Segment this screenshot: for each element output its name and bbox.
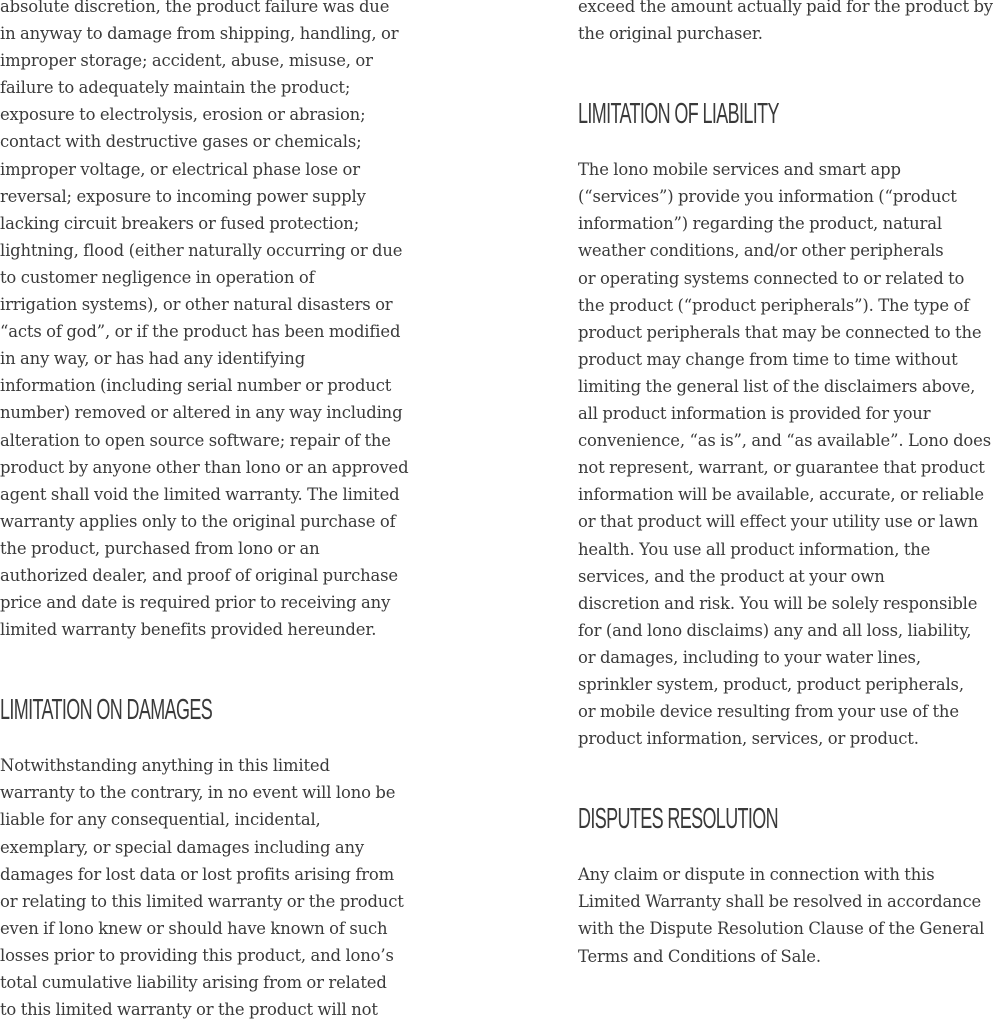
left-column	[0, 0, 425, 1023]
text-line: the product, purchased from lono or an	[0, 538, 320, 558]
text-line: number) removed or altered in any way including	[0, 403, 403, 423]
text-line: irrigation systems), or other natural disasters or	[0, 295, 393, 315]
text-line: or relating to this limited warranty or the product	[0, 891, 404, 911]
text-line: for (and lono disclaims) any and all loss, liability,	[578, 620, 972, 640]
limitation-on-damages-heading: LIMITATION ON DAMAGES	[0, 694, 213, 727]
limitation-of-liability-paragraph	[578, 156, 1005, 752]
text-line: warranty applies only to the original purchase of	[0, 511, 396, 531]
liability-cap-continuation-paragraph	[578, 0, 1005, 47]
limitation-on-damages-paragraph	[0, 752, 425, 1023]
text-line: not represent, warrant, or guarantee that product	[578, 458, 985, 478]
text-line: exposure to electrolysis, erosion or abrasion;	[0, 105, 366, 125]
text-line: agent shall void the limited warranty. The limited	[0, 484, 400, 504]
text-line: with the Dispute Resolution Clause of the General	[578, 919, 985, 939]
text-line: losses prior to providing this product, and lono’s	[0, 945, 394, 965]
text-line: or operating systems connected to or related to	[578, 268, 965, 288]
text-line: Notwithstanding anything in this limited	[0, 756, 330, 776]
text-line: even if lono knew or should have known of such	[0, 918, 388, 938]
text-line: failure to adequately maintain the product;	[0, 78, 351, 98]
text-line: product information, services, or product.	[578, 729, 919, 749]
text-line: health. You use all product information, the	[578, 539, 931, 559]
text-line: or mobile device resulting from your use of the	[578, 702, 959, 722]
text-line: discretion and risk. You will be solely responsible	[578, 593, 978, 613]
text-line: to this limited warranty or the product will not	[0, 1000, 378, 1020]
text-line: absolute discretion, the product failure was due	[0, 0, 390, 16]
disputes-resolution-heading: DISPUTES RESOLUTION	[578, 803, 779, 836]
text-line: reversal; exposure to incoming power supply	[0, 186, 366, 206]
text-line: contact with destructive gases or chemicals;	[0, 132, 362, 152]
text-line: the original purchaser.	[578, 24, 763, 44]
text-line: total cumulative liability arising from or related	[0, 973, 387, 992]
text-line: product may change from time to time without	[578, 349, 958, 369]
text-line: all product information is provided for your	[578, 404, 931, 424]
text-line: information (including serial number or product	[0, 376, 392, 396]
text-line: Terms and Conditions of Sale.	[578, 946, 821, 966]
disputes-resolution-paragraph	[578, 861, 1005, 969]
text-line: limited warranty benefits provided hereunder.	[0, 620, 377, 640]
text-line: sprinkler system, product, product peripherals,	[578, 674, 964, 694]
text-line: exceed the amount actually paid for the product by	[578, 0, 993, 16]
text-line: or that product will effect your utility use or lawn	[578, 512, 979, 532]
text-line: lightning, flood (either naturally occurring or due	[0, 240, 403, 260]
text-line: price and date is required prior to receiving any	[0, 593, 391, 613]
text-line: limiting the general list of the disclaimers above,	[578, 376, 976, 396]
text-line: information will be available, accurate, or reliable	[578, 485, 984, 505]
text-line: or damages, including to your water lines,	[578, 647, 921, 667]
warranty-exclusions-paragraph	[0, 0, 425, 643]
text-line: the product (“product peripherals”). The type of	[578, 295, 970, 315]
text-line: warranty to the contrary, in no event will lono be	[0, 783, 396, 803]
text-line: exemplary, or special damages including any	[0, 837, 364, 857]
text-line: liable for any consequential, incidental,	[0, 810, 321, 830]
text-line: Any claim or dispute in connection with this	[578, 865, 935, 885]
text-line: “acts of god”, or if the product has been modified	[0, 322, 401, 342]
text-line: product by anyone other than lono or an approved	[0, 457, 409, 477]
text-line: improper voltage, or electrical phase lose or	[0, 159, 360, 179]
text-line: in anyway to damage from shipping, handling, or	[0, 24, 399, 44]
text-line: in any way, or has had any identifying	[0, 349, 306, 369]
text-line: authorized dealer, and proof of original purchase	[0, 565, 398, 585]
text-line: to customer negligence in operation of	[0, 267, 315, 287]
text-line: Limited Warranty shall be resolved in accordance	[578, 892, 982, 912]
text-line: information”) regarding the product, natural	[578, 214, 942, 234]
text-line: improper storage; accident, abuse, misuse, or	[0, 51, 373, 71]
text-line: (“services”) provide you information (“product	[578, 187, 957, 207]
limitation-of-liability-heading: LIMITATION OF LIABILITY	[578, 98, 779, 131]
text-line: damages for lost data or lost profits arising from	[0, 864, 395, 884]
text-line: The lono mobile services and smart app	[578, 160, 901, 180]
text-line: lacking circuit breakers or fused protection;	[0, 213, 360, 233]
text-line: alteration to open source software; repair of the	[0, 430, 391, 450]
text-line: convenience, “as is”, and “as available”. Lono does	[578, 431, 991, 451]
text-line: weather conditions, and/or other peripherals	[578, 241, 944, 261]
right-column	[578, 0, 1005, 970]
text-line: product peripherals that may be connected to the	[578, 322, 982, 342]
text-line: services, and the product at your own	[578, 566, 885, 586]
